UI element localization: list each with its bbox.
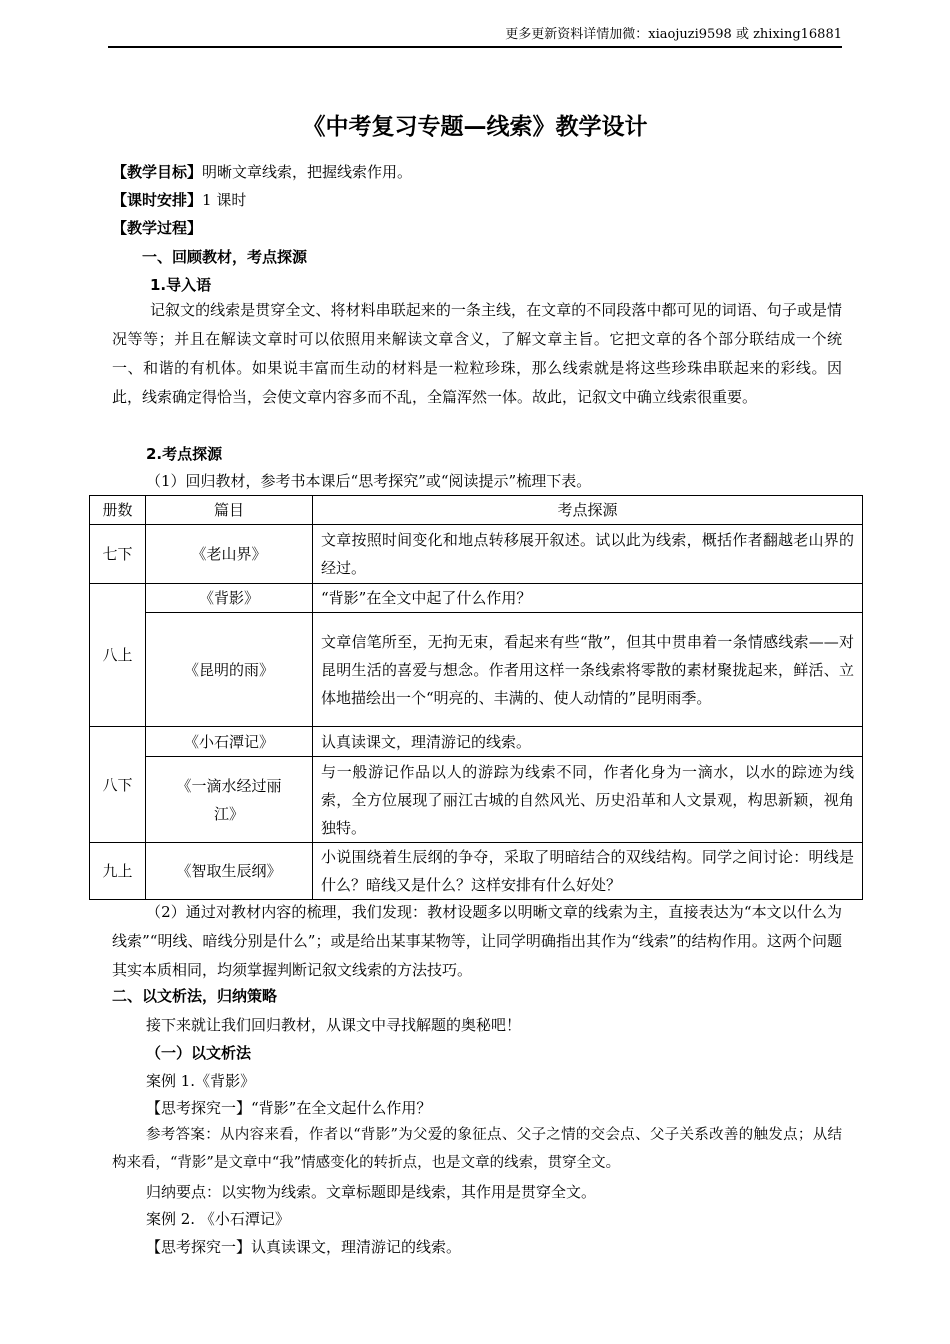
section1-heading: 一、回顾教材，考点探源 xyxy=(142,248,308,266)
volume-cell: 八上 xyxy=(90,584,146,727)
teaching-goal-label: 【教学目标】 xyxy=(112,163,203,181)
case1-title: 案例 1.《背影》 xyxy=(146,1072,256,1090)
intro-paragraph: 记叙文的线索是贯穿全文、将材料串联起来的一条主线，在文章的不同段落中都可见的词语、句子或是情况等等；并且在解读文章时可以依照用来解读文章含义，了解文章主旨。它把文章的各个部分联结成一个统一、和谐的有机体。如果说丰富而生动的材料是一粒粒珍珠，那么线索就是将这些珍珠串联起来的彩线。因此，线索确定得恰当，会使文章内容多而不乱，全篇浑然一体。故此，记叙文中确立线索很重要。 xyxy=(112,301,842,406)
case1-question: 【思考探究一】“背影”在全文起什么作用？ xyxy=(146,1099,432,1117)
section2-sub1: （一）以文析法 xyxy=(146,1044,252,1062)
teaching-process-line xyxy=(112,217,202,239)
teaching-process-label: 【教学过程】 xyxy=(112,219,203,237)
table-header-row xyxy=(90,496,863,525)
content-cell: 文章按照时间变化和地点转移展开叙述。试以此为线索，概括作者翻越老山界的经过。 xyxy=(313,525,863,584)
table-row xyxy=(90,613,863,727)
table-row xyxy=(90,757,863,843)
step2-paragraph: （2）通过对教材内容的梳理，我们发现：教材设题多以明晰文章的线索为主，直接表达为“本文以什么为线索”“明线、暗线分别是什么”；或是给出某事某物等，让同学明确指出其作为“线索”的结构作用。这两个问题其实本质相同，均须掌握判断记叙文线索的方法技巧。 xyxy=(112,903,842,979)
section2-intro: 接下来就让我们回归教材，从课文中寻找解题的奥秘吧！ xyxy=(146,1016,522,1034)
title-cell: 《智取生辰纲》 xyxy=(146,843,313,900)
step1-text: （1）回归教材，参考书本课后“思考探究”或“阅读提示”梳理下表。 xyxy=(146,472,592,490)
title-cell: 《老山界》 xyxy=(146,525,313,584)
teaching-goal-line xyxy=(112,161,412,183)
table-header-cell: 篇目 xyxy=(146,496,313,525)
case2-question: 【思考探究一】认真读课文，理清游记的线索。 xyxy=(146,1238,462,1256)
content-cell: 与一般游记作品以人的游踪为线索不同，作者化身为一滴水，以水的踪迹为线索，全方位展现了丽江古城的自然风光、历史沿革和人文景观，构思新颖，视角独特。 xyxy=(313,757,863,843)
volume-cell: 八下 xyxy=(90,727,146,843)
case1-answer: 参考答案：从内容来看，作者以“背影”为父爱的象征点、父子之情的交会点、父子关系改善的触发点；从结构来看，“背影”是文章中“我”情感变化的转折点，也是文章的线索，贯穿全文。 xyxy=(112,1127,842,1171)
table-header-cell: 册数 xyxy=(90,496,146,525)
class-time-line xyxy=(112,189,246,211)
volume-cell: 七下 xyxy=(90,525,146,584)
title-cell: 《一滴水经过丽江》 xyxy=(146,757,313,843)
table-row xyxy=(90,584,863,613)
content-cell: 小说围绕着生辰纲的争夺，采取了明暗结合的双线结构。同学之间讨论：明线是什么？暗线又是什么？这样安排有什么好处？ xyxy=(313,843,863,900)
document-title: 《中考复习专题—线索》教学设计 xyxy=(302,114,648,140)
volume-cell: 九上 xyxy=(90,843,146,900)
case2-title: 案例 2. 《小石潭记》 xyxy=(146,1210,290,1228)
class-time-label: 【课时安排】 xyxy=(112,191,203,209)
table-row xyxy=(90,525,863,584)
title-cell: 《昆明的雨》 xyxy=(146,613,313,727)
class-time-text: 1 课时 xyxy=(202,191,247,209)
section2-heading: 二、以文析法，归纳策略 xyxy=(112,987,278,1005)
teaching-goal-text: 明晰文章线索，把握线索作用。 xyxy=(202,163,413,181)
content-cell: 文章信笔所至，无拘无束，看起来有些“散”，但其中贯串着一条情感线索——对昆明生活的喜爱与想念。作者用这样一条线索将零散的素材聚拢起来，鲜活、立体地描绘出一个“明亮的、丰满的、使人动情的”昆明雨季。 xyxy=(313,613,863,727)
section1-sub1: 1.导入语 xyxy=(150,276,212,294)
table-row xyxy=(90,843,863,900)
section1-sub2: 2.考点探源 xyxy=(146,445,223,463)
table-header-cell: 考点探源 xyxy=(313,496,863,525)
textbook-table xyxy=(89,495,863,900)
content-cell: “背影”在全文中起了什么作用？ xyxy=(313,584,863,613)
title-cell: 《小石潭记》 xyxy=(146,727,313,757)
table-row xyxy=(90,727,863,757)
header-rule xyxy=(108,46,842,48)
header-contact-text: 更多更新资料详情加微：xiaojuzi9598 或 zhixing16881 xyxy=(505,27,842,42)
case1-point: 归纳要点：以实物为线索。文章标题即是线索，其作用是贯穿全文。 xyxy=(146,1183,597,1201)
title-cell: 《背影》 xyxy=(146,584,313,613)
content-cell: 认真读课文，理清游记的线索。 xyxy=(313,727,863,757)
